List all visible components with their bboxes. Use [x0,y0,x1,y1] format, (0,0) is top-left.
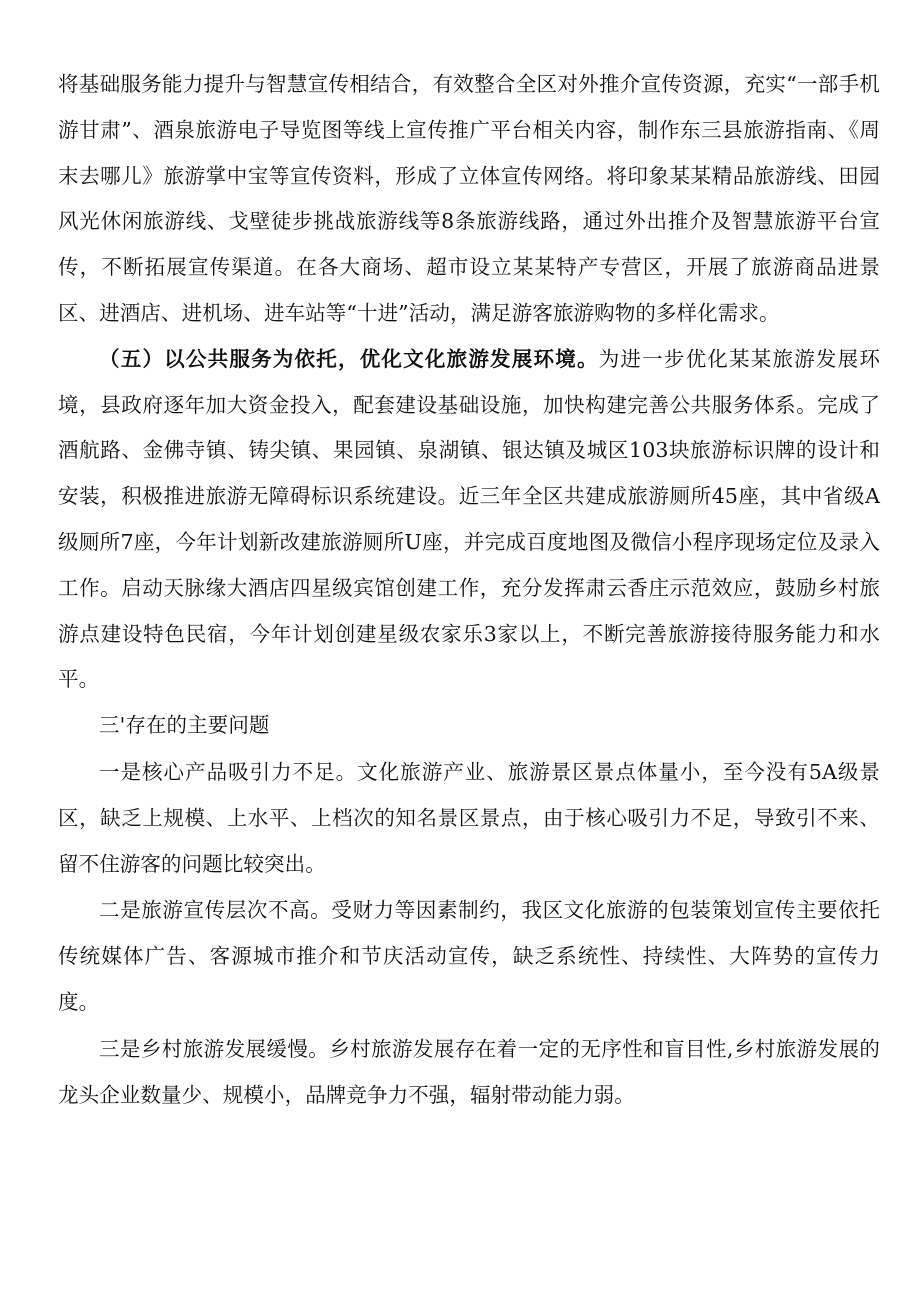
section-heading-three: 三'存在的主要问题 [99,713,270,738]
section-heading-five: （五）以公共服务为依托，优化文化旅游发展环境。 [99,346,599,371]
paragraph-promotion-network: 将基础服务能力提升与智慧宣传相结合，有效整合全区对外推介宣传资源，充实“一部手机游甘肃”、酒泉旅游电子导览图等线上宣传推广平台相关内容，制作东三县旅游指南、《周末去哪儿》旅游掌中宝等宣传资料，形成了立体宣传网络。将印象某某精品旅游线、田园风光休闲旅游线、戈壁徒步挑战旅游线等8条旅游线路，通过外出推介及智慧旅游平台宣传，不断拓展宣传渠道。在各大商场、超市设立某某特产专营区，开展了旅游商品进景区、进酒店、进机场、进车站等“十进”活动，满足游客旅游购物的多样化需求。 [58,72,880,325]
paragraph-problem-three: 三是乡村旅游发展缓慢。乡村旅游发展存在着一定的无序性和盲目性,乡村旅游发展的龙头企业数量少、规模小，品牌竞争力不强，辐射带动能力弱。 [58,1036,880,1107]
section-five-body: 为进一步优化某某旅游发展环境，县政府逐年加大资金投入，配套建设基础设施，加快构建完善公共服务体系。完成了酒航路、金佛寺镇、铸尖镇、果园镇、泉湖镇、银达镇及城区103块旅游标识牌的设计和安装，积极推进旅游无障碍标识系统建设。近三年全区共建成旅游厕所45座，其中省级A级厕所7座，今年计划新改建旅游厕所U座，并完成百度地图及微信小程序现场定位及录入工作。启动天脉缘大酒店四星级宾馆创建工作，充分发挥肃云香庄示范效应，鼓励乡村旅游点建设特色民宿，今年计划创建星级农家乐3家以上，不断完善旅游接待服务能力和水平。 [58,346,880,692]
paragraph-problem-one: 一是核心产品吸引力不足。文化旅游产业、旅游景区景点体量小，至今没有5A级景区，缺乏上规模、上水平、上档次的知名景区景点，由于核心吸引力不足，导致引不来、留不住游客的问题比较突出。 [58,759,880,876]
paragraph-public-services [58,337,880,703]
document-page [58,62,880,1118]
paragraph-problem-two: 二是旅游宣传层次不高。受财力等因素制约，我区文化旅游的包装策划宣传主要依托传统媒体广告、客源城市推介和节庆活动宣传，缺乏系统性、持续性、大阵势的宣传力度。 [58,898,880,1014]
